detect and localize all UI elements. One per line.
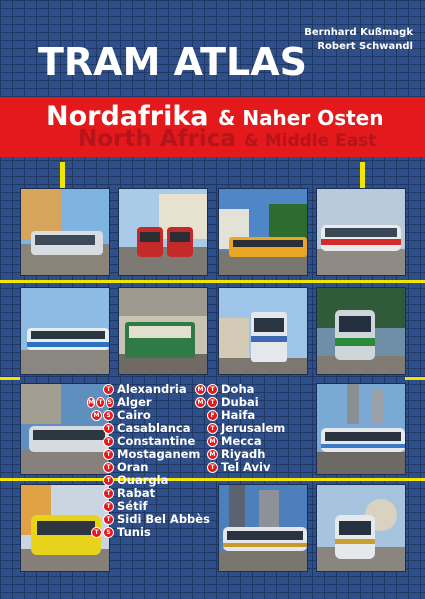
city-name: Oran (117, 460, 149, 474)
badge-icon: T (103, 449, 114, 460)
mode-badges (86, 397, 114, 408)
badge-icon: T (103, 488, 114, 499)
city-name: Casablanca (117, 421, 191, 435)
mode-badges (86, 488, 114, 499)
rail-line-mid-right (405, 377, 425, 380)
mode-badges (86, 449, 114, 460)
badge-icon: S (103, 527, 114, 538)
city-name: Cairo (117, 408, 151, 422)
mode-badges (86, 384, 114, 395)
mode-badges (190, 384, 218, 395)
badge-icon: T (103, 514, 114, 525)
photo-tram-12 (218, 484, 308, 572)
mode-badges (86, 436, 114, 447)
mode-badges (190, 436, 218, 447)
badge-icon: T (207, 462, 218, 473)
badge-icon: M (195, 397, 206, 408)
photo-tram-3 (218, 188, 308, 276)
mode-badges (86, 527, 114, 538)
mode-badges (190, 423, 218, 434)
badge-icon: M (207, 436, 218, 447)
photo-tram-10 (316, 383, 406, 475)
rail-line-middle (0, 377, 20, 380)
photo-tram-13 (316, 484, 406, 572)
city-item (86, 526, 210, 539)
subtitle-german-rest: & Naher Osten (217, 106, 384, 130)
mode-badges (86, 475, 114, 486)
badge-icon: M (207, 449, 218, 460)
badge-icon: T (207, 423, 218, 434)
badge-icon: T (91, 527, 102, 538)
city-name: Alexandria (117, 382, 187, 396)
badge-icon: T (103, 423, 114, 434)
badge-icon: T (103, 436, 114, 447)
city-name: Rabat (117, 486, 156, 500)
badge-icon: M (88, 399, 95, 406)
badge-icon: T (103, 462, 114, 473)
subtitle-english (78, 126, 376, 152)
photo-tram-5 (20, 287, 110, 375)
city-name: Mostaganem (117, 447, 201, 461)
rail-line-vertical-right (360, 162, 365, 188)
city-name: Mecca (221, 434, 262, 448)
city-name: Riyadh (221, 447, 266, 461)
mode-badges (86, 410, 114, 421)
city-name: Doha (221, 382, 255, 396)
badge-icon: T (103, 501, 114, 512)
author-1: Bernhard Kußmagk (304, 27, 413, 38)
photo-tram-2 (118, 188, 208, 276)
subtitle-english-main: North Africa (78, 126, 236, 152)
mode-badges (190, 410, 218, 421)
photo-tram-6 (118, 287, 208, 375)
mode-badges (86, 423, 114, 434)
photo-tram-4 (316, 188, 406, 276)
city-name: Sétif (117, 499, 148, 513)
city-name: Haifa (221, 408, 256, 422)
mode-badges (190, 462, 218, 473)
rail-line-horizontal (0, 280, 425, 283)
city-name: Alger (117, 395, 152, 409)
rail-line-vertical-left (60, 162, 65, 188)
badge-icon: T (103, 384, 114, 395)
mode-badges (86, 514, 114, 525)
city-list-middle-east (190, 383, 285, 474)
city-name: Dubai (221, 395, 259, 409)
city-name: Tel Aviv (221, 460, 271, 474)
badge-icon: F (207, 410, 218, 421)
badge-icon: M (91, 410, 102, 421)
authors (304, 26, 413, 54)
photo-tram-7 (218, 287, 308, 375)
badge-icon: T (96, 397, 104, 408)
badge-icon: T (207, 384, 218, 395)
badge-icon: T (207, 397, 218, 408)
mode-badges (190, 397, 218, 408)
city-name: Jerusalem (221, 421, 286, 435)
city-item (190, 461, 285, 474)
mode-badges (86, 501, 114, 512)
badge-icon: S (107, 399, 112, 406)
mode-badges (86, 462, 114, 473)
rail-line-lower (0, 478, 425, 481)
badge-icon: T (103, 475, 114, 486)
photo-tram-8 (316, 287, 406, 375)
city-name: Ouargla (117, 473, 169, 487)
subtitle-german-main: Nordafrika (46, 101, 209, 132)
city-name: Tunis (117, 525, 151, 539)
badge-icon: S (103, 410, 114, 421)
book-title: TRAM ATLAS (38, 40, 308, 84)
city-name: Sidi Bel Abbès (117, 512, 210, 526)
author-2: Robert Schwandl (317, 41, 413, 52)
city-name: Constantine (117, 434, 196, 448)
photo-tram-1 (20, 188, 110, 276)
badge-icon: M (195, 384, 206, 395)
mode-badges (190, 449, 218, 460)
subtitle-english-rest: & Middle East (243, 131, 377, 151)
